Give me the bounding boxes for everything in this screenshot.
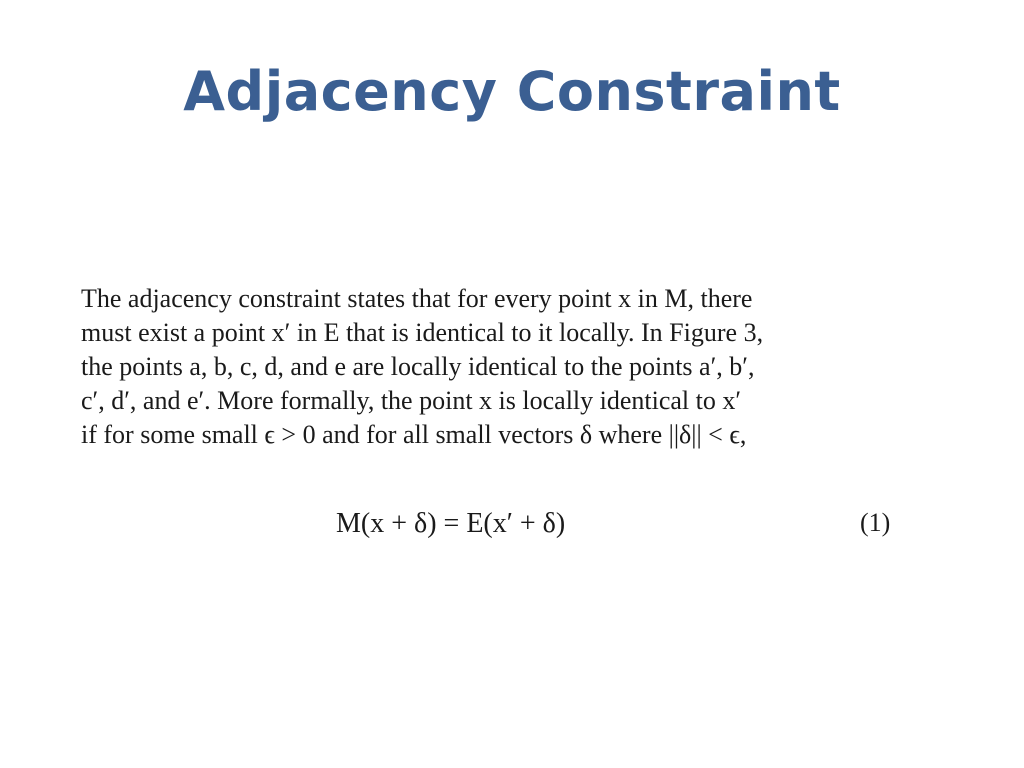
equation: M(x + δ) = E(x′ + δ) <box>336 508 566 539</box>
paragraph-line: the points a, b, c, d, and e are locally identical to the points a′, b′, <box>81 352 755 381</box>
equation-number: (1) <box>860 508 891 537</box>
paragraph-line: if for some small ϵ > 0 and for all small vectors δ where ||δ|| < ϵ, <box>81 420 747 449</box>
slide-title: Adjacency Constraint <box>183 60 841 123</box>
paragraph-line: c′, d′, and e′. More formally, the point x is locally identical to x′ <box>81 386 742 415</box>
body-paragraph <box>81 282 931 452</box>
paragraph-line: must exist a point x′ in E that is identical to it locally. In Figure 3, <box>81 318 764 347</box>
paragraph-line: The adjacency constraint states that for every point x in M, there <box>81 284 753 313</box>
